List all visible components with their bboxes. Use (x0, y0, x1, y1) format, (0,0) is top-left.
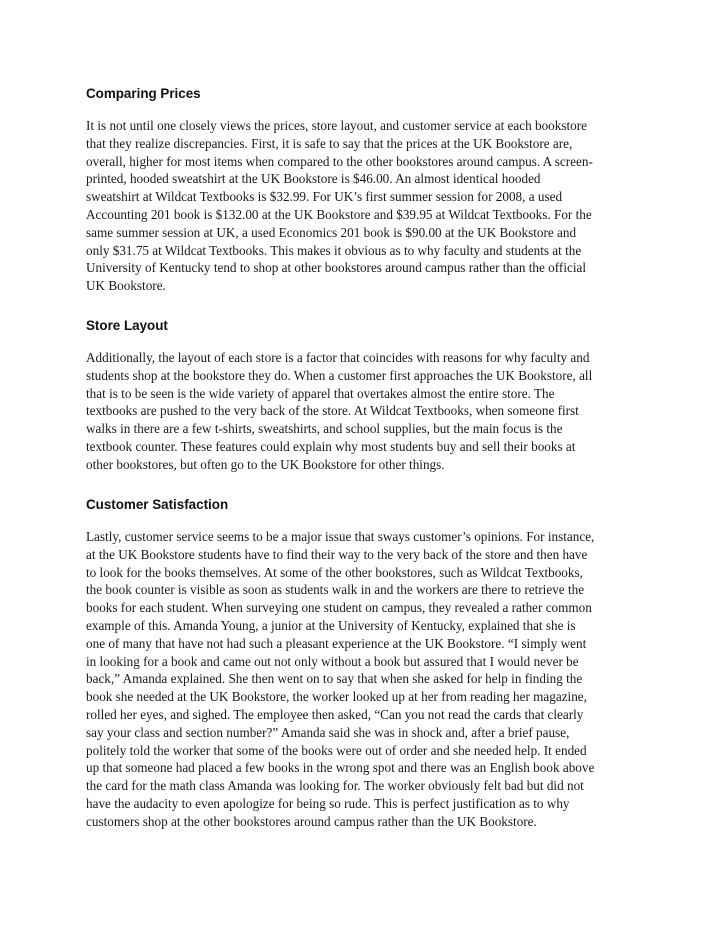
text-line: printed, hooded sweatshirt at the UK Bookstore is $46.00. An almost identical hooded (86, 171, 541, 187)
text-line: Additionally, the layout of each store is a factor that coincides with reasons for why faculty and (86, 350, 590, 365)
text-line: University of Kentucky tend to shop at other bookstores around campus rather than the official (86, 260, 587, 276)
text-line: up that someone had placed a few books in the wrong spot and there was an English book above (86, 760, 595, 776)
section-paragraph (86, 528, 646, 831)
section-paragraph (86, 349, 646, 474)
text-line: other bookstores, but often go to the UK Bookstore for other things. (86, 456, 445, 472)
text-line: students shop at the bookstore they do. When a customer first approaches the UK Bookstore, all (86, 367, 593, 383)
text-line: books for each student. When surveying one student on campus, they revealed a rather common (86, 600, 592, 616)
text-line: have the audacity to even apologize for being so rude. This is perfect justification as to why (86, 795, 570, 811)
text-line: UK Bookstore. (86, 278, 166, 294)
text-line: example of this. Amanda Young, a junior at the University of Kentucky, explained that she is (86, 617, 576, 633)
text-line: politely told the worker that some of the books were out of order and she needed help. It ended (86, 742, 587, 758)
text-line: at the UK Bookstore students have to find their way to the very back of the store and then have (86, 546, 588, 562)
text-line: same summer session at UK, a used Economics 201 book is $90.00 at the UK Bookstore and (86, 224, 577, 240)
text-line: It is not until one closely views the prices, store layout, and customer service at each bookstore (86, 118, 587, 133)
section-store-layout (86, 318, 646, 474)
text-line: in looking for a book and came out not only without a book but assured that I would never be (86, 653, 579, 669)
text-line: book she needed at the UK Bookstore, the worker looked up at her from reading her magazine, (86, 689, 587, 705)
text-line: overall, higher for most items when compared to the other bookstores around campus. A screen- (86, 153, 593, 169)
text-line: say your class and section number?” Amanda said she was in shock and, after a brief pause, (86, 724, 570, 740)
section-paragraph (86, 117, 646, 295)
text-line: that they realize discrepancies. First, it is safe to say that the prices at the UK Bookstore are, (86, 135, 573, 151)
section-heading: Store Layout (86, 318, 168, 333)
text-line: textbook counter. These features could explain why most students buy and sell their books at (86, 438, 576, 454)
text-line: sweatshirt at Wildcat Textbooks is $32.99. For UK’s first summer session for 2008, a used (86, 189, 563, 205)
text-line: that is to be seen is the wide variety of apparel that overtakes almost the entire store. The (86, 385, 555, 401)
section-customer-satisfaction (86, 497, 646, 831)
text-line: the card for the math class Amanda was looking for. The worker obviously felt bad but did not (86, 778, 584, 794)
text-line: to look for the books themselves. At some of the other bookstores, such as Wildcat Textbooks, (86, 564, 583, 580)
section-heading: Comparing Prices (86, 86, 201, 101)
text-line: back,” Amanda explained. She then went on to say that when she asked for help in finding the (86, 671, 583, 687)
section-comparing-prices (86, 86, 646, 295)
text-line: one of many that have not had such a pleasant experience at the UK Bookstore. “I simply went (86, 635, 587, 651)
text-line: textbooks are pushed to the very back of the store. At Wildcat Textbooks, when someone first (86, 403, 579, 419)
text-line: the book counter is visible as soon as students walk in and the workers are there to retrieve the (86, 582, 585, 598)
text-line: customers shop at the other bookstores around campus rather than the UK Bookstore. (86, 813, 537, 829)
text-line: Lastly, customer service seems to be a major issue that sways customer’s opinions. For instance, (86, 529, 595, 544)
section-heading: Customer Satisfaction (86, 497, 229, 512)
text-line: rolled her eyes, and sighed. The employee then asked, “Can you not read the cards that clearly (86, 706, 584, 722)
text-line: walks in there are a few t-shirts, sweatshirts, and school supplies, but the main focus is the (86, 421, 563, 437)
text-line: only $31.75 at Wildcat Textbooks. This makes it obvious as to why faculty and students at the (86, 242, 582, 258)
text-line: Accounting 201 book is $132.00 at the UK Bookstore and $39.95 at Wildcat Textbooks. For the (86, 206, 592, 222)
